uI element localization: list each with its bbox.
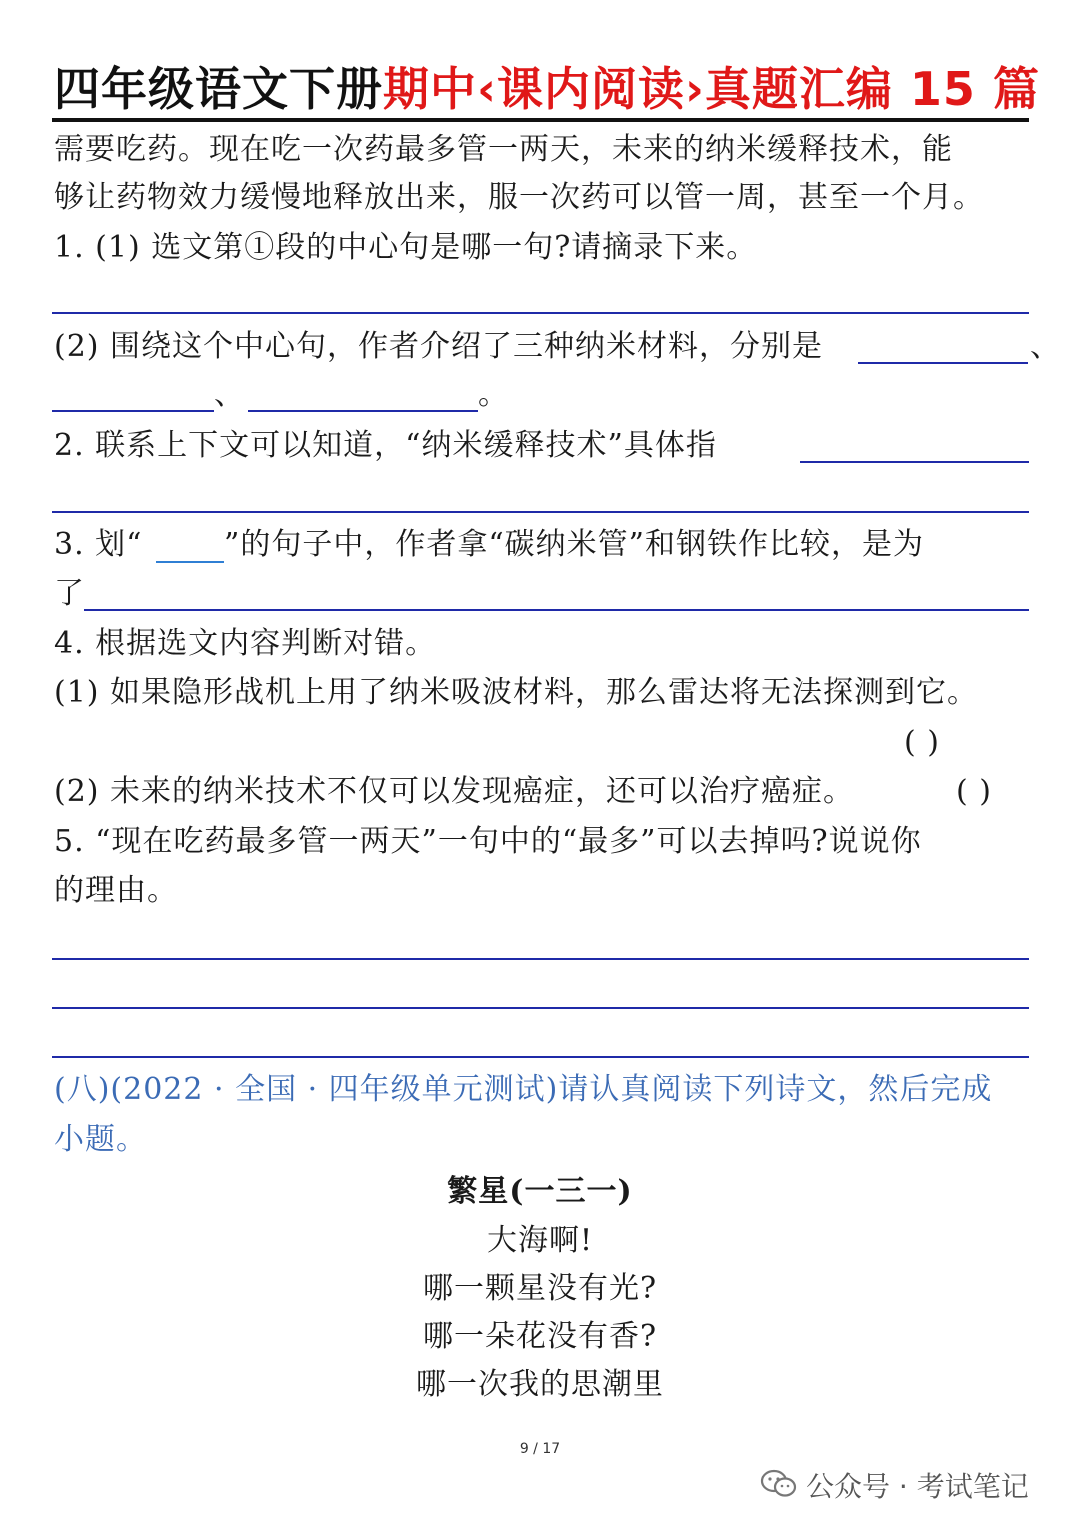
title-black-part: 四年级语文下册: [54, 62, 383, 116]
passage-line-2: 够让药物效力缓慢地释放出来，服一次药可以管一周，甚至一个月。: [54, 180, 984, 215]
section-8-intro-line-1: (八)(2022 · 全国 · 四年级单元测试)请认真阅读下列诗文，然后完成: [54, 1072, 993, 1107]
title-red-part: 期中‹课内阅读›真题汇编 15 篇: [383, 62, 1040, 116]
answer-blank-q2-a[interactable]: [800, 461, 1029, 463]
judgment-paren-4-2[interactable]: ( ): [956, 774, 992, 809]
page-number: 9 / 17: [519, 1441, 561, 1457]
question-1-2: (2) 围绕这个中心句，作者介绍了三种纳米材料，分别是: [54, 329, 824, 364]
answer-blank-q2-b[interactable]: [52, 511, 1029, 513]
section-8-intro-line-2: 小题。: [54, 1122, 147, 1157]
poem-line: 大海啊!: [486, 1223, 594, 1258]
question-4-1: (1) 如果隐形战机上用了纳米吸波材料，那么雷达将无法探测到它。: [54, 675, 979, 710]
question-5-line-2: 的理由。: [54, 873, 178, 908]
question-3-prefix: 3. 划“: [54, 527, 143, 562]
poem-line: 哪一次我的思潮里: [416, 1367, 664, 1402]
source-account: 公众号 · 考试笔记: [806, 1470, 1029, 1503]
page-title: [54, 58, 1040, 120]
answer-blank-q5-c[interactable]: [52, 1056, 1029, 1058]
answer-blank-q1-2-a[interactable]: [858, 362, 1028, 364]
title-underline: [52, 118, 1029, 122]
question-3: ”的句子中，作者拿“碳纳米管”和钢铁作比较，是为: [224, 527, 925, 562]
question-4-2: (2) 未来的纳米技术不仅可以发现癌症，还可以治疗癌症。: [54, 774, 855, 809]
answer-blank-q5-a[interactable]: [52, 958, 1029, 960]
answer-blank-q5-b[interactable]: [52, 1007, 1029, 1009]
answer-blank-q1-2-b[interactable]: [52, 410, 214, 412]
passage-line-1: 需要吃药。现在吃一次药最多管一两天，未来的纳米缓释技术，能: [54, 132, 953, 167]
poem-line: 哪一颗星没有光?: [422, 1271, 658, 1306]
question-1-1: 1. (1) 选文第①段的中心句是哪一句?请摘录下来。: [54, 230, 758, 265]
answer-blank-q3[interactable]: [84, 609, 1029, 611]
answer-blank-q1-2-c[interactable]: [248, 410, 478, 412]
question-4: 4. 根据选文内容判断对错。: [54, 626, 437, 661]
separator: 、: [214, 377, 245, 412]
period: 。: [478, 377, 509, 412]
poem-line: 哪一朵花没有香?: [422, 1319, 658, 1354]
answer-blank-q1-1[interactable]: [52, 312, 1029, 314]
poem-title: 繁星(一三一): [447, 1174, 633, 1209]
wechat-icon: [760, 1469, 798, 1499]
separator: 、: [1030, 329, 1061, 364]
judgment-paren-4-1[interactable]: ( ): [904, 725, 940, 760]
underline-sample: [156, 561, 224, 563]
question-5-line-1: 5. “现在吃药最多管一两天”一句中的“最多”可以去掉吗?说说你: [54, 824, 922, 859]
question-2: 2. 联系上下文可以知道，“纳米缓释技术”具体指: [54, 428, 717, 463]
question-3-cont: 了: [54, 576, 85, 611]
